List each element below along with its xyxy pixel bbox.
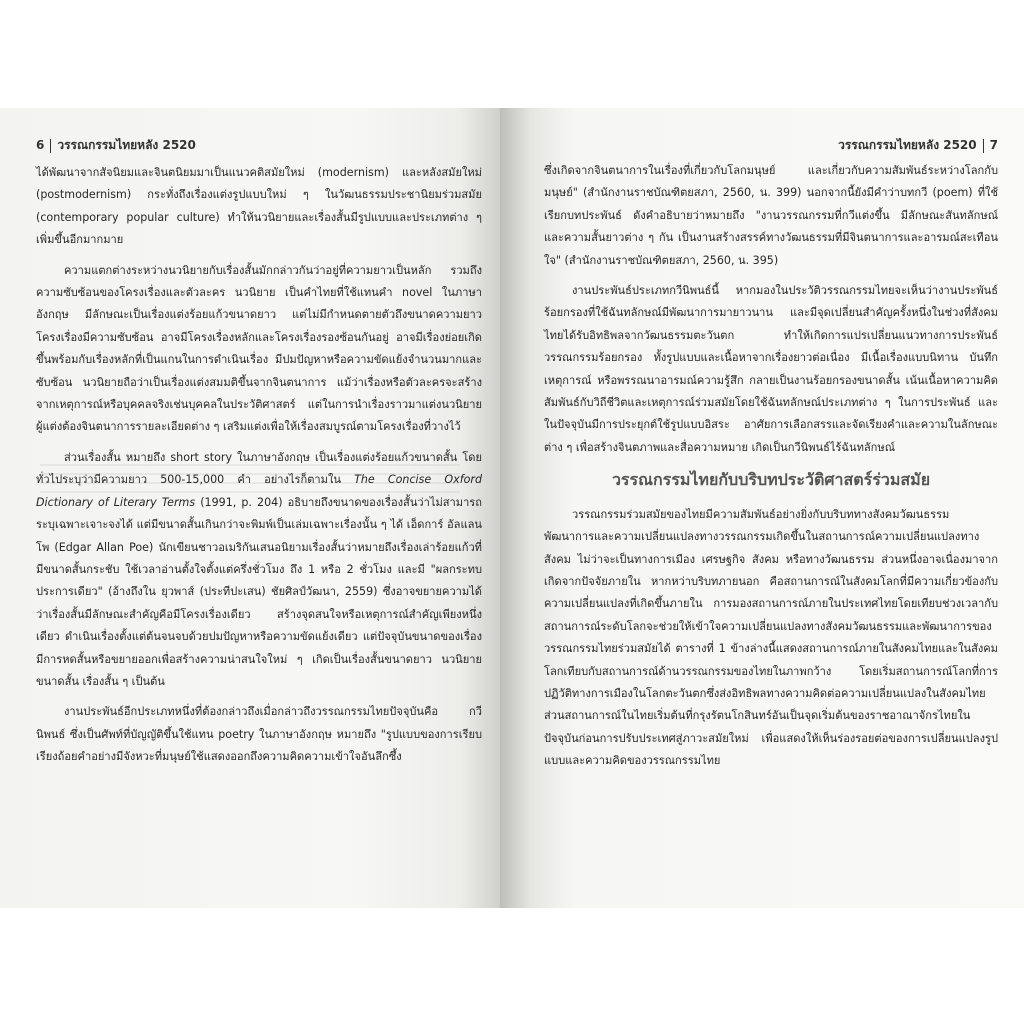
right-running-header (838, 136, 998, 155)
left-paragraph-3 (36, 447, 482, 693)
book-title-citation: The Concise Oxford Dictionary of Literary Terms (36, 473, 482, 509)
left-paragraph-3-start: ส่วนเรื่องสั้น หมายถึง short story ในภาษาอังกฤษ เป็นเรื่องแต่งร้อยแก้วขนาดสั้น โดยทั่วไประบุว่ามีความยาว 500-15,000 คำ อย่างไรก็ตามใน (36, 450, 482, 487)
book-spread (0, 108, 1024, 908)
left-page-body (36, 162, 482, 777)
right-page-body (544, 160, 998, 781)
left-paragraph-1: ได้พัฒนาจากสัจนิยมและจินตนิยมมาเป็นแนวคติสมัยใหม่ (modernism) และหลังสมัยใหม่ (postmodernism) กระทั่งถึงเรื่องแต่งรูปแบบใหม่ ๆ ในวัฒนธรรมประชานิยมร่วมสมัย (contemporary popular culture) ทำให้นวนิยายและเรื่องสั้นมีรูปแบบและประเภทต่าง ๆ เพิ่มขึ้นอีกมากมาย (36, 166, 482, 247)
left-page-number: 6 (36, 138, 45, 152)
right-paragraph-2: งานประพันธ์ประเภทกวีนิพนธ์นี้ หากมองในประวัติวรรณกรรมไทยจะเห็นว่างานประพันธ์ร้อยกรองที่ใช้ฉันทลักษณ์มีพัฒนาการมายาวนาน และมีจุดเปลี่ยนสำคัญครั้งหนึ่งในช่วงที่สังคมไทยได้รับอิทธิพลจากวัฒนธรรมตะวันตก ทำให้เกิดการแปรเปลี่ยนแนวทางการประพันธ์วรรณกรรมร้อยกรอง ทั้งรูปแบบและเนื้อหาจากเรื่องยาวต่อเนื่อง มีเนื้อเรื่องแบบนิทาน บันทึกเหตุการณ์ หรือพรรณนาอารมณ์ความรู้สึก กลายเป็นงานร้อยกรองขนาดสั้น เน้นเนื้อหาความคิดสัมพันธ์กับวิถีชีวิตและเหตุการณ์ร่วมสมัยโดยใช้ฉันทลักษณ์ประเภทต่าง ๆ ในการประพันธ์ และในปัจจุบันมีการประยุกต์ใช้รูปแบบอิสระ อาศัยการเลือกสรรและจัดเรียงคำและความในลักษณะต่าง ๆ เพื่อสร้างจินตภาพและสื่อความหมาย เกิดเป็นกวีนิพนธ์ไร้ฉันทลักษณ์ (544, 284, 998, 454)
right-paragraph-3: วรรณกรรมร่วมสมัยของไทยมีความสัมพันธ์อย่างยิ่งกับบริบททางสังคมวัฒนธรรม พัฒนาการและความเปลี่ยนแปลงทางวรรณกรรมเกิดขึ้นในสถานการณ์ความเปลี่ยนแปลงทางสังคม ไม่ว่าจะเป็นทางการเมือง เศรษฐกิจ สังคม หรือทางวัฒนธรรม ส่วนหนึ่งอาจเนื่องมาจากเกิดจากปัจจัยภายใน หากหว่าบริบทภายนอก คือสถานการณ์ในสังคมโลกที่มีความเกี่ยวข้องกับความเปลี่ยนแปลงที่เกิดขึ้นภายใน การมองสถานการณ์ภายในประเทศไทยโดยเทียบช่วงเวลากับสถานการณ์ระดับโลกจะช่วยให้เข้าใจความเปลี่ยนแปลงทางสังคมวัฒนธรรมและพัฒนาการของวรรณกรรมไทยร่วมสมัยได้ ตารางที่ 1 ข้างล่างนี้แสดงสถานการณ์ภายในสังคมไทยและในสังคมโลกเทียบกับสถานการณ์ด้านวรรณกรรมของไทยในภาพกว้าง โดยเริ่มสถานการณ์โลกที่การปฏิวัติทางการเมืองในโลกตะวันตกซึ่งส่งอิทธิพลทางความคิดต่อความเปลี่ยนแปลงในสังคมไทย ส่วนสถานการณ์ในไทยเริ่มต้นที่กรุงรัตนโกสินทร์อันเป็นจุดเริ่มต้นของราชอาณาจักรไทยในปัจจุบันก่อนการปรับประเทศสู่ภาวะสมัยใหม่ เพื่อแสดงให้เห็นร่องรอยต่อของการเปลี่ยนแปลงรูปแบบและความคิดของวรรณกรรมไทย (544, 507, 998, 768)
left-paragraph-3-rest: (1991, p. 204) อธิบายถึงขนาดของเรื่องสั้นว่าไม่สามารถระบุเฉพาะเจาะจงได้ แต่มีขนาดสั้นเกินกว่าจะพิมพ์เป็นเล่มเฉพาะเรื่องนั้น ๆ ได้ เอ็ดการ์ อัลแลน โพ (Edgar Allan Poe) นักเขียนชาวอเมริกันเสนอนิยามเรื่องสั้นว่าหมายถึงเรื่องเล่าร้อยแก้วที่มีขนาดสั้นกระชับ ใช้เวลาอ่านตั้งใจตั้งแต่ครึ่งชั่วโมง ถึง 1 หรือ 2 ชั่วโมง และมี "ผลกระทบประการเดียว" (อ้างถึงใน ยุวพาส์ (ประทีปะเสน) ชัยศิลป์วัฒนา, 2559) ซึ่งอาจขยายความได้ว่าเรื่องสั้นมีลักษณะสำคัญคือมีโครงเรื่องเดียว สร้างจุดสนใจหรือเหตุการณ์สำคัญเพียงหนึ่งเดียว ดำเนินเรื่องตั้งแต่ต้นจนจบด้วยปมปัญหาหรือความขัดแย้งเดียว แต่ปัจจุบันขนาดของเรื่องมีการหดสั้นหรือขยายออกเพื่อสร้างความน่าสนใจใหม่ ๆ เกิดเป็นเรื่องสั้นขนาดยาว นวนิยายขนาดสั้น เรื่องสั้น ๆ เป็นต้น (36, 495, 482, 688)
left-running-header (36, 136, 196, 155)
right-header-title: วรรณกรรมไทยหลัง 2520 (838, 138, 977, 152)
right-page (500, 108, 1024, 908)
left-page (0, 108, 500, 908)
section-heading: วรรณกรรมไทยกับบริบทประวัติศาสตร์ร่วมสมัย (611, 470, 931, 490)
left-paragraph-2: ความแตกต่างระหว่างนวนิยายกับเรื่องสั้นมักกล่าวกันว่าอยู่ที่ความยาวเป็นหลัก รวมถึงความซับซ้อนของโครงเรื่องและตัวละคร นวนิยาย เป็นคำไทยที่ใช้แทนคำ novel ในภาษาอังกฤษ มีลักษณะเป็นเรื่องแต่งร้อยแก้วขนาดยาว แต่ไม่มีกำหนดตายตัวถึงขนาดความยาว โครงเรื่องมีความซับซ้อน อาจมีโครงเรื่องหลักและโครงเรื่องรองซ้อนกันอยู่ อาจมีเรื่องย่อยเกิดขึ้นพร้อมกับเรื่องหลักที่เป็นแกนในการดำเนินเรื่อง มีปมปัญหาหรือความขัดแย้งจำนวนมากและซับซ้อน นวนิยายถือว่าเป็นเรื่องแต่งสมมติขึ้นจากจินตนาการ แม้ว่าเรื่องหรือตัวละครจะสร้างจากเหตุการณ์หรือบุคคลจริงเช่นบุคคลในประวัติศาสตร์ แต่ในการนำเรื่องราวมาแต่งนวนิยาย ผู้แต่งต้องจินตนาการรายละเอียดต่าง ๆ เสริมแต่งเพื่อให้เรื่องสมบูรณ์ตามโครงเรื่องที่วางไว้ (36, 263, 482, 434)
right-paragraph-1: ซึ่งเกิดจากจินตนาการในเรื่องที่เกี่ยวกับโลกมนุษย์ และเกี่ยวกับความสัมพันธ์ระหว่างโลกกับมนุษย์" (สำนักงานราชบัณฑิตยสภา, 2560, น. 399) นอกจากนี้ยังมีคำว่าบทกวี (poem) ที่ใช้เรียกบทประพันธ์ ดังคำอธิบายว่าหมายถึง "งานวรรณกรรมที่กวีแต่งขึ้น มีลักษณะสันทลักษณ์ และความสั้นยาวต่าง ๆ กัน เป็นงานสร้างสรรค์ทางวัฒนธรรมที่มีจินตนาการและอารมณ์สะเทือนใจ" (สำนักงานราชบัณฑิตยสภา, 2560, น. 395) (544, 164, 998, 267)
header-divider (50, 139, 51, 153)
right-page-number: 7 (989, 138, 998, 152)
header-divider (983, 139, 984, 153)
left-header-title: วรรณกรรมไทยหลัง 2520 (57, 138, 196, 152)
left-paragraph-4: งานประพันธ์อีกประเภทหนึ่งที่ต้องกล่าวถึงเมื่อกล่าวถึงวรรณกรรมไทยปัจจุบันคือ กวีนิพนธ์ ซึ่งเป็นศัพท์ที่บัญญัติขึ้นใช้แทน poetry ในภาษาอังกฤษ หมายถึง "รูปแบบของการเรียบเรียงถ้อยคำอย่างมีจังหวะที่มนุษย์ใช้แสดงออกถึงความคิดความเข้าใจอันลึกซึ้ง (36, 705, 482, 764)
